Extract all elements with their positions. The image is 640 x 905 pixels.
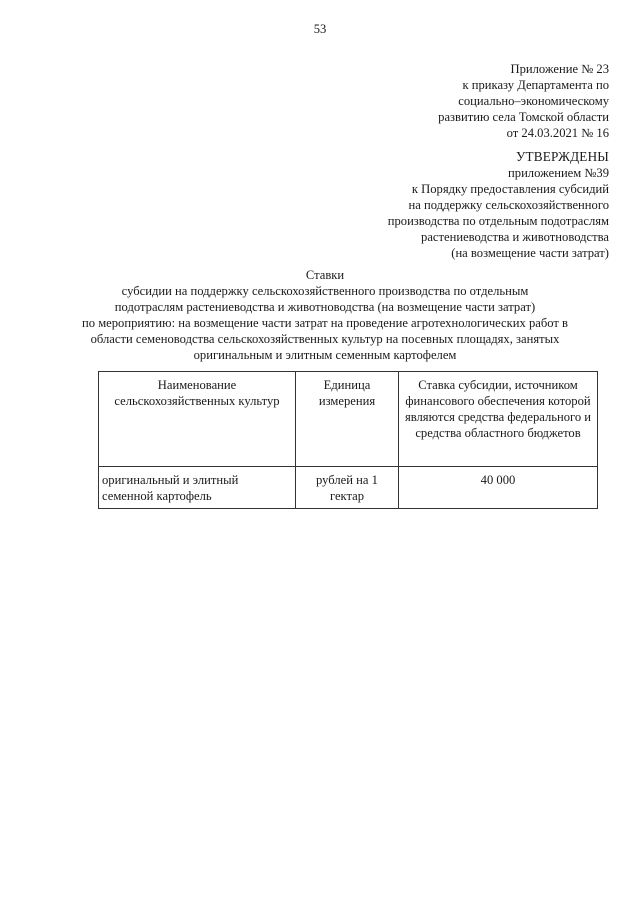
heading-line: субсидии на поддержку сельскохозяйственного производства по отдельным xyxy=(121,284,529,298)
heading-line: подотраслям растениеводства и животноводства (на возмещение части затрат) xyxy=(114,300,536,314)
document-heading xyxy=(60,267,590,363)
approved-line: (на возмещение части затрат) xyxy=(451,246,609,260)
subsidy-rates-table xyxy=(98,371,598,509)
approved-line: производства по отдельным подотраслям xyxy=(387,214,609,228)
cell-crop: оригинальный и элитный семенной картофель xyxy=(99,467,296,509)
approved-line: на поддержку сельскохозяйственного xyxy=(408,198,609,212)
heading-line: области семеноводства сельскохозяйственных культур на посевных площадях, занятых xyxy=(90,332,560,346)
approved-line: к Порядку предоставления субсидий xyxy=(411,182,609,196)
cell-unit: рублей на 1 гектар xyxy=(296,467,399,509)
approved-line: приложением №39 xyxy=(508,166,609,180)
cell-rate: 40 000 xyxy=(399,467,598,509)
heading-line: по мероприятию: на возмещение части затрат на проведение агротехнологических работ в xyxy=(82,316,568,330)
page-number: 53 xyxy=(313,22,327,36)
appendix-line: к приказу Департамента по xyxy=(462,78,609,92)
approved-title: УТВЕРЖДЕНЫ xyxy=(515,149,609,164)
table-row xyxy=(99,467,598,509)
appendix-line: социально–экономическому xyxy=(458,94,609,108)
appendix-line: от 24.03.2021 № 16 xyxy=(506,126,609,140)
table-header-row xyxy=(99,372,598,467)
appendix-line: Приложение № 23 xyxy=(510,62,609,76)
appendix-line: развитию села Томской области xyxy=(438,110,609,124)
header-crop-name: Наименование сельскохозяйственных культур xyxy=(99,372,296,467)
heading-title: Ставки xyxy=(305,268,345,282)
approved-line: растениеводства и животноводства xyxy=(421,230,609,244)
approved-block xyxy=(388,149,609,261)
appendix-block xyxy=(438,61,609,141)
header-rate: Ставка субсидии, источником финансового обеспечения которой являются средства федерального и средства областного бюджетов xyxy=(399,372,598,467)
heading-line: оригинальным и элитным семенным картофелем xyxy=(193,348,457,362)
header-unit: Единица измерения xyxy=(296,372,399,467)
